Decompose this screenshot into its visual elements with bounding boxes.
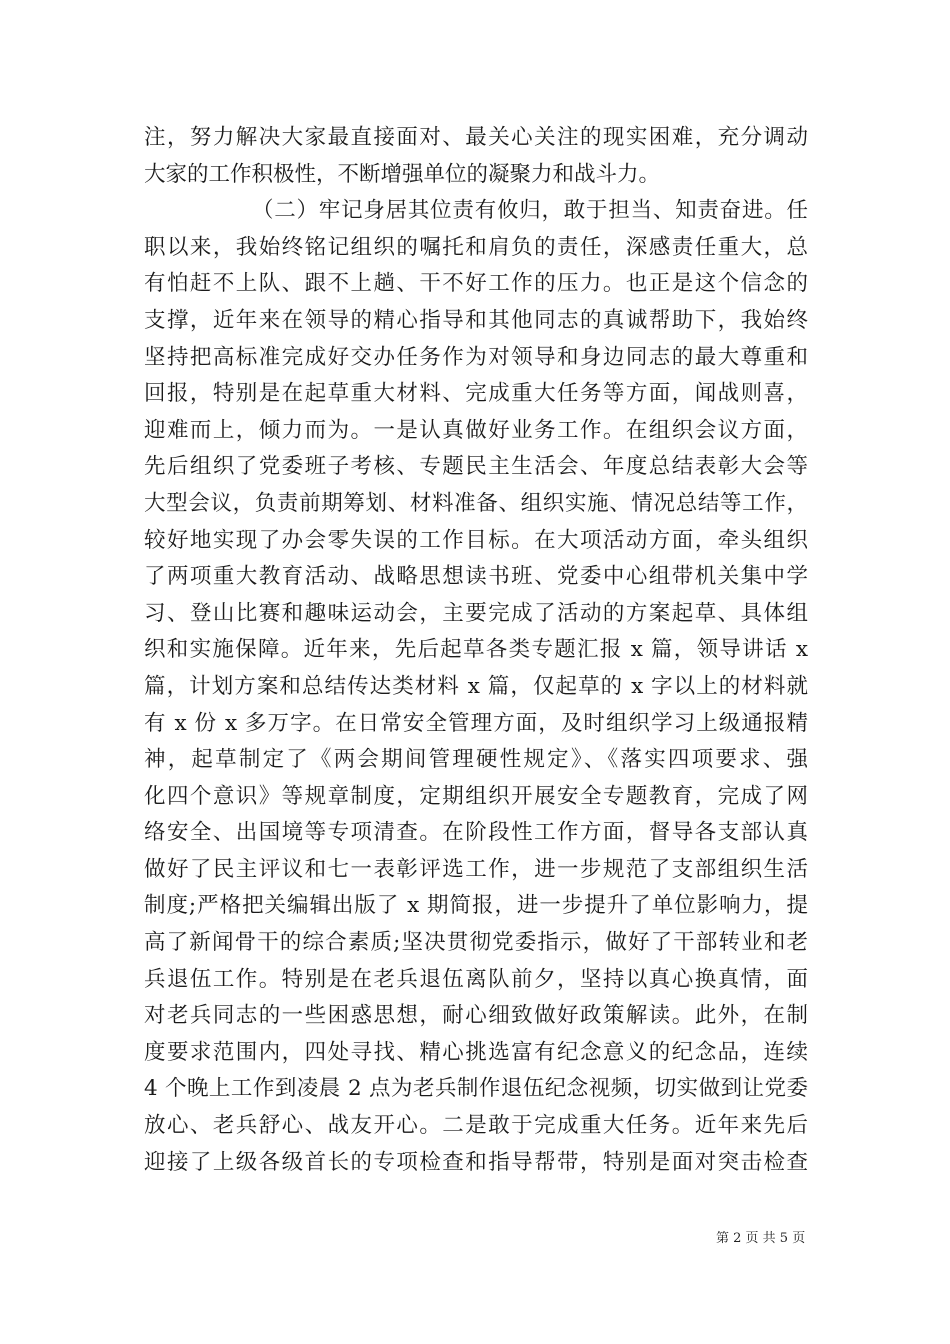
text-line: 化四个意识》等规章制度，定期组织开展安全专题教育，完成了网 [144,783,808,809]
text-line: 坚持把高标准完成好交办任务作为对领导和身边同志的最大尊重和 [144,344,808,370]
text-line: 制度;严格把关编辑出版了 x 期简报，进一步提升了单位影响力，提 [144,893,808,919]
text-line: 做好了民主评议和七一表彰评选工作，进一步规范了支部组织生活 [144,856,808,882]
text-line: 职以来，我始终铭记组织的嘱托和肩负的责任，深感责任重大，总 [144,234,808,260]
text-line: 大型会议，负责前期筹划、材料准备、组织实施、情况总结等工作， [144,490,808,516]
text-line: 高了新闻骨干的综合素质;坚决贯彻党委指示，做好了干部转业和老 [144,930,808,956]
text-line: 4 个晚上工作到凌晨 2 点为老兵制作退伍纪念视频，切实做到让党委 [144,1076,808,1102]
page-number-footer: 第 2 页 共 5 页 [716,1231,806,1246]
text-line: 对老兵同志的一些困惑思想，耐心细致做好政策解读。此外，在制 [144,1003,808,1029]
text-line: 习、登山比赛和趣味运动会，主要完成了活动的方案起草、具体组 [144,600,808,626]
text-line: 神，起草制定了《两会期间管理硬性规定》、《落实四项要求、强 [144,747,808,773]
text-line: 回报，特别是在起草重大材料、完成重大任务等方面，闻战则喜， [144,381,808,407]
section-heading-line: （二）牢记身居其位责有攸归，敢于担当、知责奋进。任 [252,198,808,224]
text-line: 织和实施保障。近年来，先后起草各类专题汇报 x 篇，领导讲话 x [144,637,808,663]
text-line: 先后组织了党委班子考核、专题民主生活会、年度总结表彰大会等 [144,454,808,480]
text-line: 注，努力解决大家最直接面对、最关心关注的现实困难，充分调动 [144,125,808,150]
text-line: 迎难而上，倾力而为。一是认真做好业务工作。在组织会议方面， [144,417,808,443]
text-line: 支撑，近年来在领导的精心指导和其他同志的真诚帮助下，我始终 [144,307,808,333]
text-line: 兵退伍工作。特别是在老兵退伍离队前夕，坚持以真心换真情，面 [144,966,808,992]
text-line: 了两项重大教育活动、战略思想读书班、党委中心组带机关集中学 [144,564,808,590]
text-line: 有 x 份 x 多万字。在日常安全管理方面，及时组织学习上级通报精 [144,710,808,736]
text-line: 放心、老兵舒心、战友开心。二是敢于完成重大任务。近年来先后 [144,1113,808,1139]
text-line: 迎接了上级各级首长的专项检查和指导帮带，特别是面对突击检查 [144,1149,808,1175]
document-body [144,120,808,1181]
text-line: 有怕赶不上队、跟不上趟、干不好工作的压力。也正是这个信念的 [144,271,808,297]
text-line: 度要求范围内，四处寻找、精心挑选富有纪念意义的纪念品，连续 [144,1039,808,1065]
text-line: 较好地实现了办会零失误的工作目标。在大项活动方面，牵头组织 [144,527,808,553]
text-line: 大家的工作积极性，不断增强单位的凝聚力和战斗力。 [144,161,661,187]
text-line: 篇，计划方案和总结传达类材料 x 篇，仅起草的 x 字以上的材料就 [144,673,808,699]
text-line: 络安全、出国境等专项清查。在阶段性工作方面，督导各支部认真 [144,820,808,846]
